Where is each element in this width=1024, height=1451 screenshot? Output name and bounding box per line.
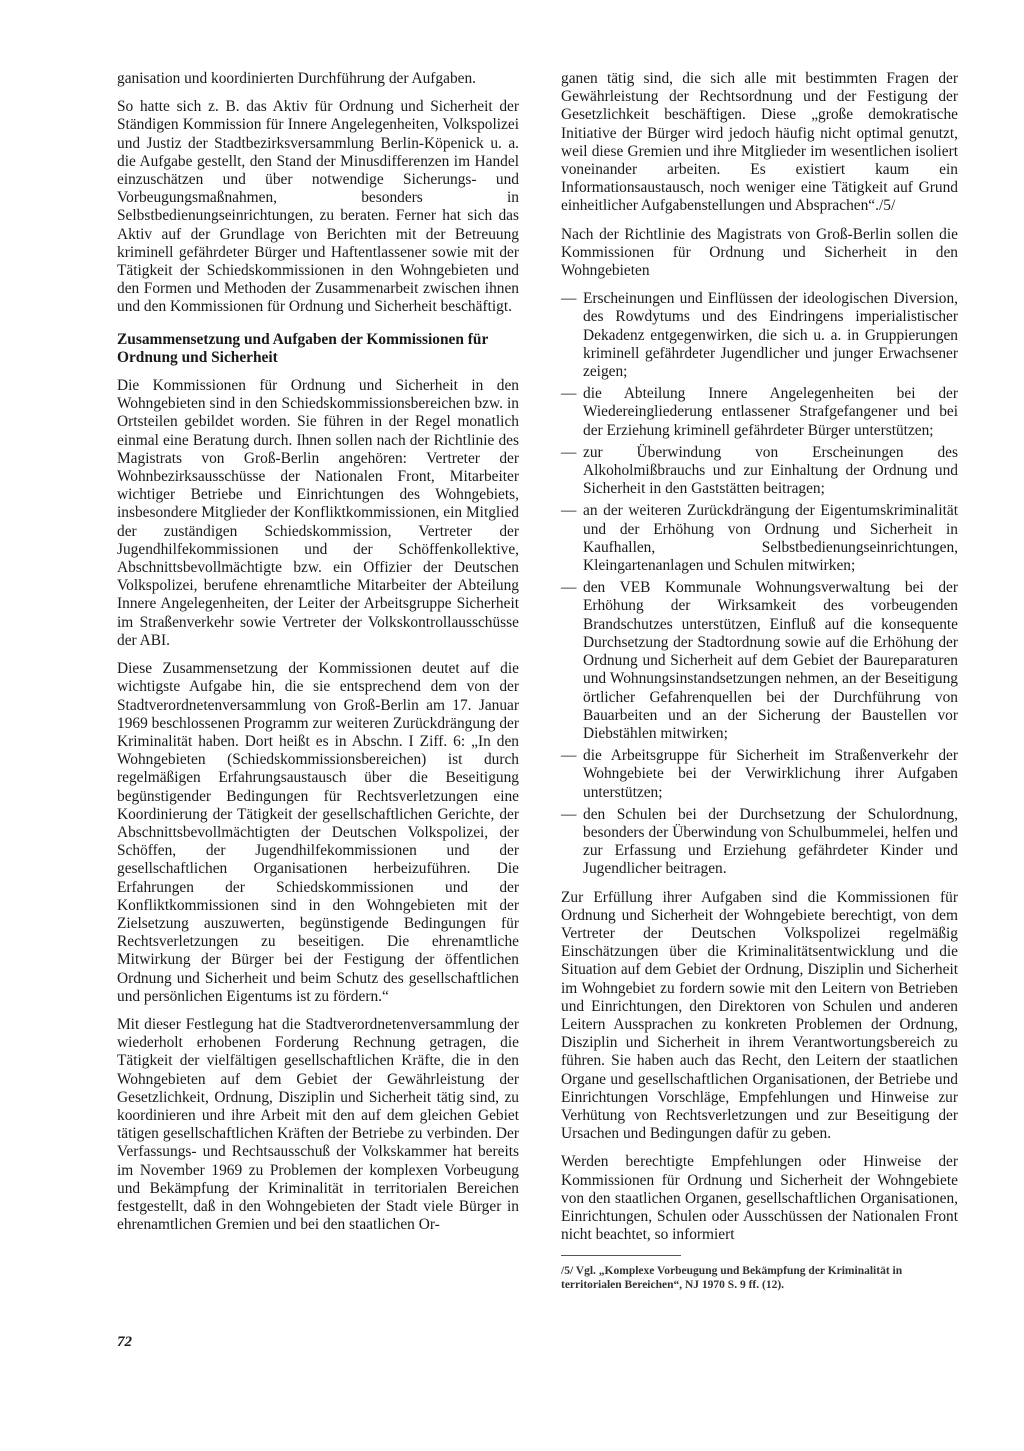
dash-marker: —	[561, 290, 577, 308]
paragraph: Werden berechtigte Empfehlungen oder Hinweise der Kommissionen für Ordnung und Sicherheit der Wohngebiete von den staatlichen Organen, gesellschaftlichen Organisationen, Einrichtungen, Schulen oder Ausschüssen der Nationalen Front nicht beachtet, so informiert	[561, 1153, 958, 1244]
list-item	[561, 579, 958, 743]
list-item-text: zur Überwindung von Erscheinungen des Alkoholmißbrauchs und zur Einhaltung der Ordnung und Sicherheit in den Gaststätten beitragen;	[583, 443, 958, 498]
paragraph: Die Kommissionen für Ordnung und Sicherheit in den Wohngebieten sind in den Schiedskommissionsbereichen bzw. in Ortsteilen gebildet worden. Sie führen in der Regel monatlich einmal eine Beratung durch. Ihnen sollen nach der Richtlinie des Magistrats von Groß-Berlin angehören: Vertreter der Wohnbezirksausschüsse der Nationalen Front, Mitarbeiter wichtiger Betriebe und Einrichtungen des Wohngebiets, insbesondere Mitglieder der Konfliktkommissionen, ein Mitglied der zuständigen Schiedskommission, Vertreter der Jugendhilfekommissionen und der Schöffenkollektive, Abschnittsbevollmächtigte bzw. ein Offizier der Deutschen Volkspolizei, berufene ehrenamtliche Mitarbeiter der Abteilung Innere Angelegenheiten, der Leiter der Arbeitsgruppe Sicherheit im Straßenverkehr sowie Vertreter der Volkskontrollausschüsse der ABI.	[117, 377, 519, 649]
paragraph: Diese Zusammensetzung der Kommissionen deutet auf die wichtigste Aufgabe hin, die sie entsprechend dem von der Stadtverordnetenversammlung von Groß-Berlin am 17. Januar 1969 beschlossenen Programm zur weiteren Zurückdrängung der Kriminalität haben. Dort heißt es in Abschn. I Ziff. 6: „In den Wohngebieten (Schiedskommissionsbereichen) ist durch regelmäßigen Erfahrungsaustausch über die Beseitigung begünstigender Bedingungen für Rechtsverletzungen eine Koordinierung der Tätigkeit der gesellschaftlichen Gerichte, der Abschnittsbevollmächtigten der Deutschen Volkspolizei, der Schöffen, der Jugendhilfekommissionen und der gesellschaftlichen Organisationen herbeizuführen. Die Erfahrungen der Schiedskommissionen und der Konfliktkommissionen sind in den Wohngebieten mit der Zielsetzung auszuwerten, begünstigende Bedingungen für Rechtsverletzungen zu beseitigen. Die ehrenamtliche Mitwirkung der Bürger bei der Festigung der öffentlichen Ordnung und Sicherheit und beim Schutz des gesellschaftlichen und persönlichen Eigentums ist zu fördern.“	[117, 660, 519, 1005]
dash-marker: —	[561, 805, 577, 823]
list-item-text: an der weiteren Zurückdrängung der Eigentumskriminalität und der Erhöhung von Ordnung und Sicherheit in Kaufhallen, Selbstbedienungseinrichtungen, Kleingartenanlagen und Schulen mitwirken;	[583, 502, 958, 575]
paragraph: ganen tätig sind, die sich alle mit bestimmten Fragen der Gewährleistung der Rechtsordnung und der Festigung der Gesetzlichkeit beschäftigen. Diese „große demokratische Initiative der Bürger wird jedoch häufig nicht optimal genutzt, weil diese Gremien und ihre Mitglieder im wesentlichen isoliert voneinander arbeiten. Es existiert kaum ein Informationsaustausch, noch weniger eine Tätigkeit auf Grund einheitlicher Aufgabenstellungen und Absprachen“./5/	[561, 70, 958, 215]
dash-marker: —	[561, 502, 577, 520]
left-column	[117, 70, 519, 1244]
paragraph: ganisation und koordinierten Durchführung der Aufgaben.	[117, 70, 477, 87]
list-item	[561, 747, 958, 802]
footnote: /5/ Vgl. „Komplexe Vorbeugung und Bekämpfung der Kriminalität in territorialen Bereichen“, NJ 1970 S. 9 ff. (12).	[561, 1265, 903, 1291]
paragraph: Zur Erfüllung ihrer Aufgaben sind die Kommissionen für Ordnung und Sicherheit der Wohngebiete berechtigt, von dem Vertreter der Deutschen Volkspolizei regelmäßig Einschätzungen über die Kriminalitätsentwicklung und die Situation auf dem Gebiet der Ordnung, Disziplin und Sicherheit im Wohngebiet zu fordern sowie mit den Leitern von Betrieben und Einrichtungen, den Direktoren von Schulen und anderen Leitern Aussprachen zu konkreten Problemen der Ordnung, Disziplin und Sicherheit in ihrem Verantwortungsbereich zu führen. Sie haben auch das Recht, den Leitern der staatlichen Organe und gesellschaftlichen Organisationen, der Betriebe und Einrichtungen Vorschläge, Empfehlungen und Hinweise zur Verhütung von Rechtsverletzungen und zur Beseitigung der Ursachen und Bedingungen dafür zu geben.	[561, 888, 958, 1143]
list-item-text: die Arbeitsgruppe für Sicherheit im Straßenverkehr der Wohngebiete bei der Verwirklichung ihrer Aufgaben unterstützen;	[583, 747, 958, 801]
dash-marker: —	[561, 385, 577, 403]
list-item	[561, 290, 958, 381]
task-list	[561, 290, 958, 878]
list-item	[561, 385, 958, 440]
paragraph: So hatte sich z. B. das Aktiv für Ordnung und Sicherheit der Ständigen Kommission für Innere Angelegenheiten, Volkspolizei und Justiz der Stadtbezirksversammlung Berlin-Köpenick u. a. die Aufgabe gestellt, den Stand der Minusdifferenzen im Handel einzuschätzen und über notwendige Sicherungs- und Vorbeugungsmaßnahmen, besonders in Selbstbedienungseinrichtungen, zu beraten. Ferner hat sich das Aktiv auf der Grundlage von Berichten mit der Betreuung kriminell gefährdeter Bürger und Haftentlassener sowie mit der Tätigkeit der Schiedskommissionen in den Wohngebieten und den Formen und Methoden der Zusammenarbeit zwischen ihnen und den Kommissionen für Ordnung und Sicherheit beschäftigt.	[117, 98, 519, 316]
dash-marker: —	[561, 747, 577, 765]
list-item-text: die Abteilung Innere Angelegenheiten bei der Wiedereingliederung entlassener Strafgefangener und bei der Erziehung kriminell gefährdeter Bürger unterstützen;	[583, 385, 958, 439]
footnote-divider	[561, 1255, 681, 1256]
section-heading: Zusammensetzung und Aufgaben der Kommissionen für Ordnung und Sicherheit	[117, 330, 489, 366]
list-item	[561, 806, 958, 879]
page-number: 72	[117, 1334, 132, 1350]
list-item	[561, 444, 958, 499]
paragraph: Mit dieser Festlegung hat die Stadtverordnetenversammlung der wiederholt erhobenen Forderung Rechnung getragen, die Tätigkeit der vielfältigen gesellschaftlichen Kräfte, die in den Wohngebieten auf dem Gebiet der Gewährleistung der Gesetzlichkeit, Ordnung, Disziplin und Sicherheit tätig sind, zu koordinieren und ihre Arbeit mit den auf dem gleichen Gebiet tätigen gesellschaftlichen Kräften der Betriebe zu verbinden. Der Verfassungs- und Rechtsausschuß der Volkskammer hat bereits im November 1969 zu Problemen der komplexen Vorbeugung und Bekämpfung der Kriminalität in territorialen Bereichen festgestellt, daß in den Wohngebieten der Stadt viele Bürger in ehrenamtlichen Gremien und bei den staatlichen Or-	[117, 1015, 519, 1234]
list-item-text: den Schulen bei der Durchsetzung der Schulordnung, besonders der Überwindung von Schulbummelei, helfen und zur Erfassung und Erziehung gefährdeter Kinder und Jugendlicher beitragen.	[583, 805, 958, 878]
list-item-text: Erscheinungen und Einflüssen der ideologischen Diversion, des Rowdytums und des Eindringens imperialistischer Dekadenz entgegenwirken, die sich u. a. in Gruppierungen kriminell gefährdeter Jugendlicher und junger Erwachsener zeigen;	[583, 290, 958, 381]
dash-marker: —	[561, 443, 577, 461]
right-column	[561, 70, 958, 1254]
dash-marker: —	[561, 579, 577, 597]
list-item-text: den VEB Kommunale Wohnungsverwaltung bei der Erhöhung der Wirksamkeit des vorbeugenden Brandschutzes unterstützen, Einfluß auf die konsequente Durchsetzung der Stadtordnung sowie auf die Erhöhung der Ordnung und Sicherheit auf dem Gebiet der Baureparaturen und Wohnungsinstandsetzungen nehmen, an der Beseitigung örtlicher Gefahrenquellen bei der Durchführung von Bauarbeiten und an der Sicherung der Baustellen vor Diebstählen mitwirken;	[583, 579, 958, 742]
list-item	[561, 502, 958, 575]
paragraph: Nach der Richtlinie des Magistrats von Groß-Berlin sollen die Kommissionen für Ordnung und Sicherheit in den Wohngebieten	[561, 225, 958, 280]
